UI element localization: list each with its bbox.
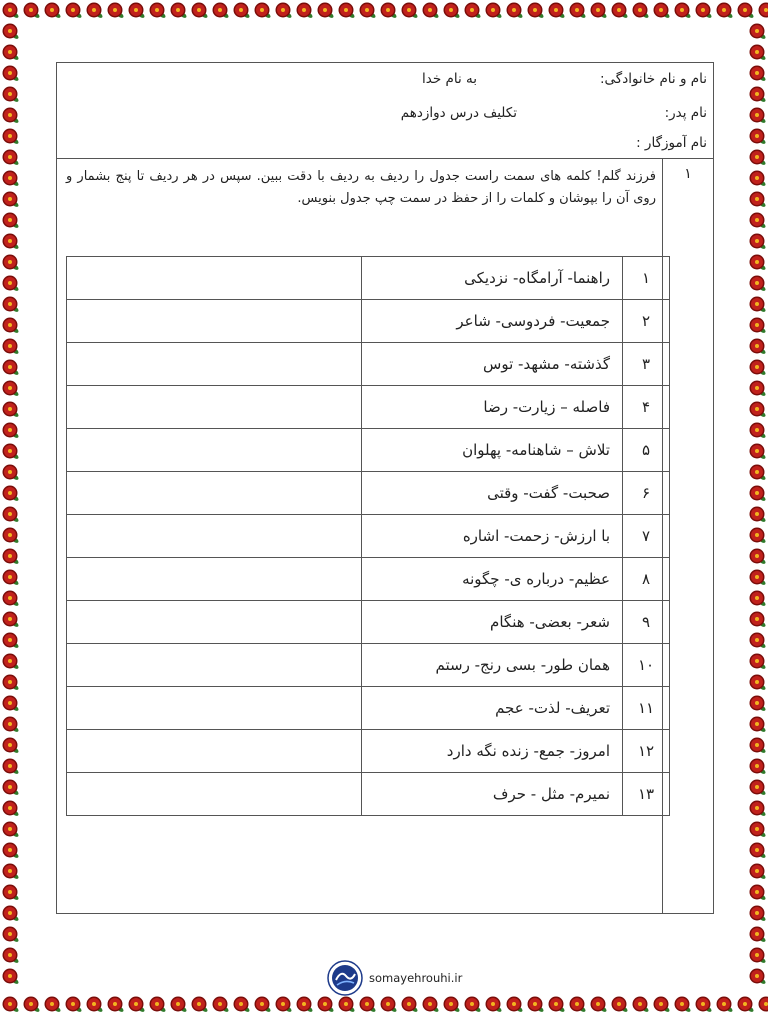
row-words: صحبت- گفت- وقتی [362,472,623,515]
flower-icon [3,129,20,146]
row-number: ۱ [623,257,670,300]
flower-icon [654,3,671,20]
flower-icon [381,997,398,1014]
flower-icon [129,3,146,20]
answer-cell[interactable] [67,300,362,343]
flower-border-bottom [0,993,768,1015]
flower-icon [3,297,20,314]
flower-icon [3,465,20,482]
flower-icon [129,997,146,1014]
flower-icon [750,150,767,167]
flower-icon [318,997,335,1014]
flower-icon [591,3,608,20]
flower-border-top [0,0,768,22]
table-row [67,558,670,601]
flower-icon [750,948,767,965]
table-row [67,515,670,558]
answer-cell[interactable] [67,687,362,730]
flower-icon [528,997,545,1014]
flower-icon [3,801,20,818]
flower-icon [276,997,293,1014]
row-number: ۴ [623,386,670,429]
flower-icon [3,171,20,188]
flower-icon [750,591,767,608]
table-row [67,730,670,773]
table-row [67,773,670,816]
flower-icon [3,738,20,755]
flower-icon [3,486,20,503]
flower-icon [570,3,587,20]
flower-icon [234,3,251,20]
flower-icon [3,717,20,734]
flower-icon [750,801,767,818]
flower-icon [108,3,125,20]
flower-icon [3,45,20,62]
flower-icon [750,444,767,461]
flower-icon [675,997,692,1014]
flower-icon [3,339,20,356]
flower-icon [507,997,524,1014]
flower-icon [3,423,20,440]
flower-icon [3,318,20,335]
flower-icon [66,997,83,1014]
table-row [67,386,670,429]
flower-icon [3,507,20,524]
flower-icon [3,255,20,272]
flower-icon [3,444,20,461]
flower-icon [750,423,767,440]
flower-icon [750,969,767,986]
flower-icon [3,885,20,902]
flower-icon [750,297,767,314]
flower-icon [750,45,767,62]
flower-icon [750,87,767,104]
row-words: جمعیت- فردوسی- شاعر [362,300,623,343]
flower-icon [3,696,20,713]
flower-icon [750,675,767,692]
flower-icon [750,528,767,545]
flower-icon [591,997,608,1014]
flower-icon [24,3,41,20]
row-words: فاصله – زیارت- رضا [362,386,623,429]
flower-icon [171,997,188,1014]
flower-icon [45,3,62,20]
flower-icon [402,3,419,20]
row-number: ۱۱ [623,687,670,730]
flower-icon [750,864,767,881]
flower-icon [750,339,767,356]
flower-icon [3,864,20,881]
flower-icon [3,66,20,83]
flower-icon [3,969,20,986]
table-row [67,687,670,730]
flower-icon [528,3,545,20]
flower-icon [66,3,83,20]
flower-icon [750,360,767,377]
flower-icon [150,3,167,20]
flower-icon [3,570,20,587]
flower-icon [750,570,767,587]
flower-icon [612,3,629,20]
flower-icon [87,3,104,20]
flower-icon [717,997,734,1014]
flower-icon [3,276,20,293]
flower-icon [192,3,209,20]
flower-icon [360,997,377,1014]
flower-icon [750,234,767,251]
flower-icon [150,997,167,1014]
father-name-label: نام پدر: [664,105,707,121]
row-words: تلاش – شاهنامه- پهلوان [362,429,623,472]
row-words: همان طور- بسی رنج- رستم [362,644,623,687]
row-number: ۳ [623,343,670,386]
answer-cell[interactable] [67,429,362,472]
flower-icon [570,997,587,1014]
row-words: با ارزش- زحمت- اشاره [362,515,623,558]
flower-icon [750,255,767,272]
flower-icon [3,528,20,545]
flower-icon [750,381,767,398]
flower-icon [675,3,692,20]
flower-icon [276,3,293,20]
flower-icon [465,3,482,20]
flower-icon [750,276,767,293]
flower-icon [3,948,20,965]
flower-icon [750,549,767,566]
flower-icon [3,633,20,650]
row-words: گذشته- مشهد- توس [362,343,623,386]
student-name-label: نام و نام خانوادگی: [599,71,707,87]
flower-border-icon [746,0,768,1015]
flower-icon [3,192,20,209]
flower-icon [750,507,767,524]
flower-icon [108,997,125,1014]
assignment-title: تکلیف درس دوازدهم [400,105,517,121]
flower-icon [213,3,230,20]
table-row [67,472,670,515]
flower-icon [750,192,767,209]
flower-icon [45,997,62,1014]
flower-icon [297,3,314,20]
flower-icon [696,3,713,20]
flower-icon [255,3,272,20]
flower-icon [423,3,440,20]
flower-border-icon [0,0,768,22]
flower-icon [3,108,20,125]
answer-cell[interactable] [67,386,362,429]
flower-icon [3,654,20,671]
flower-icon [750,717,767,734]
flower-icon [654,997,671,1014]
flower-icon [444,3,461,20]
flower-icon [171,3,188,20]
answer-cell[interactable] [67,773,362,816]
flower-icon [750,843,767,860]
flower-icon [3,381,20,398]
flower-icon [3,360,20,377]
flower-icon [750,906,767,923]
flower-icon [750,759,767,776]
answer-cell[interactable] [67,730,362,773]
question-number: ۱ [684,166,692,182]
flower-icon [3,150,20,167]
flower-icon [297,997,314,1014]
flower-icon [234,997,251,1014]
flower-icon [750,108,767,125]
flower-icon [750,927,767,944]
flower-icon [750,486,767,503]
flower-icon [750,738,767,755]
flower-icon [3,591,20,608]
flower-icon [633,3,650,20]
flower-icon [3,780,20,797]
flower-border-icon [0,0,22,1015]
flower-icon [696,997,713,1014]
table-row [67,300,670,343]
answer-cell[interactable] [67,644,362,687]
flower-icon [750,612,767,629]
footer [327,960,487,996]
website-link[interactable]: somayehrouhi.ir [369,971,463,985]
answer-cell[interactable] [67,257,362,300]
row-number: ۸ [623,558,670,601]
flower-icon [750,66,767,83]
worksheet-header [57,63,713,159]
row-number: ۷ [623,515,670,558]
row-number: ۶ [623,472,670,515]
row-words: شعر- بعضی- هنگام [362,601,623,644]
flower-border-icon [0,993,768,1015]
table-row [67,257,670,300]
flower-icon [24,997,41,1014]
row-number: ۲ [623,300,670,343]
row-number: ۱۳ [623,773,670,816]
flower-icon [750,696,767,713]
flower-icon [381,3,398,20]
flower-icon [3,213,20,230]
flower-icon [3,87,20,104]
row-number: ۱۲ [623,730,670,773]
flower-icon [486,997,503,1014]
flower-icon [750,465,767,482]
row-words: امروز- جمع- زنده نگه دارد [362,730,623,773]
table-row [67,644,670,687]
flower-icon [444,997,461,1014]
row-words: عظیم- درباره ی- چگونه [362,558,623,601]
flower-icon [3,906,20,923]
flower-icon [750,129,767,146]
flower-icon [633,997,650,1014]
flower-icon [549,997,566,1014]
flower-icon [3,822,20,839]
flower-icon [255,997,272,1014]
flower-icon [612,997,629,1014]
flower-icon [465,997,482,1014]
flower-icon [3,612,20,629]
flower-icon [750,24,767,41]
row-number: ۵ [623,429,670,472]
publisher-logo-icon [327,960,363,996]
row-number: ۱۰ [623,644,670,687]
answer-cell[interactable] [67,343,362,386]
flower-icon [339,997,356,1014]
word-table [66,256,670,816]
flower-icon [750,822,767,839]
question-instruction: فرزند گلم! کلمه های سمت راست جدول را ردیف به ردیف با دقت ببین. سپس در هر ردیف تا پنج بشمار و روی آن را بپوشان و کلمات را از حفظ در سمت چپ جدول بنویس. [66,169,656,206]
flower-icon [750,213,767,230]
worksheet [56,62,714,914]
flower-icon [507,3,524,20]
flower-icon [750,633,767,650]
flower-icon [339,3,356,20]
flower-icon [750,885,767,902]
flower-icon [3,234,20,251]
flower-icon [318,3,335,20]
flower-icon [3,402,20,419]
flower-icon [402,997,419,1014]
flower-icon [3,24,20,41]
row-words: راهنما- آرامگاه- نزدیکی [362,257,623,300]
flower-icon [3,843,20,860]
flower-icon [549,3,566,20]
flower-icon [87,997,104,1014]
answer-cell[interactable] [67,472,362,515]
flower-icon [486,3,503,20]
answer-cell[interactable] [67,601,362,644]
teacher-name-label: نام آموزگار : [636,135,707,151]
answer-cell[interactable] [67,515,362,558]
flower-icon [213,997,230,1014]
table-row [67,429,670,472]
flower-icon [3,927,20,944]
answer-cell[interactable] [67,558,362,601]
row-words: نمیرم- مثل - حرف [362,773,623,816]
flower-border-left [0,0,22,1015]
flower-icon [750,780,767,797]
flower-icon [3,759,20,776]
flower-icon [3,675,20,692]
flower-icon [750,654,767,671]
row-words: تعریف- لذت- عجم [362,687,623,730]
flower-icon [423,997,440,1014]
table-row [67,601,670,644]
flower-icon [192,997,209,1014]
flower-border-right [746,0,768,1015]
flower-icon [750,171,767,188]
flower-icon [3,549,20,566]
row-number: ۹ [623,601,670,644]
flower-icon [360,3,377,20]
besmellah-heading: به نام خدا [422,71,477,87]
flower-icon [750,318,767,335]
flower-icon [717,3,734,20]
flower-icon [750,402,767,419]
table-row [67,343,670,386]
